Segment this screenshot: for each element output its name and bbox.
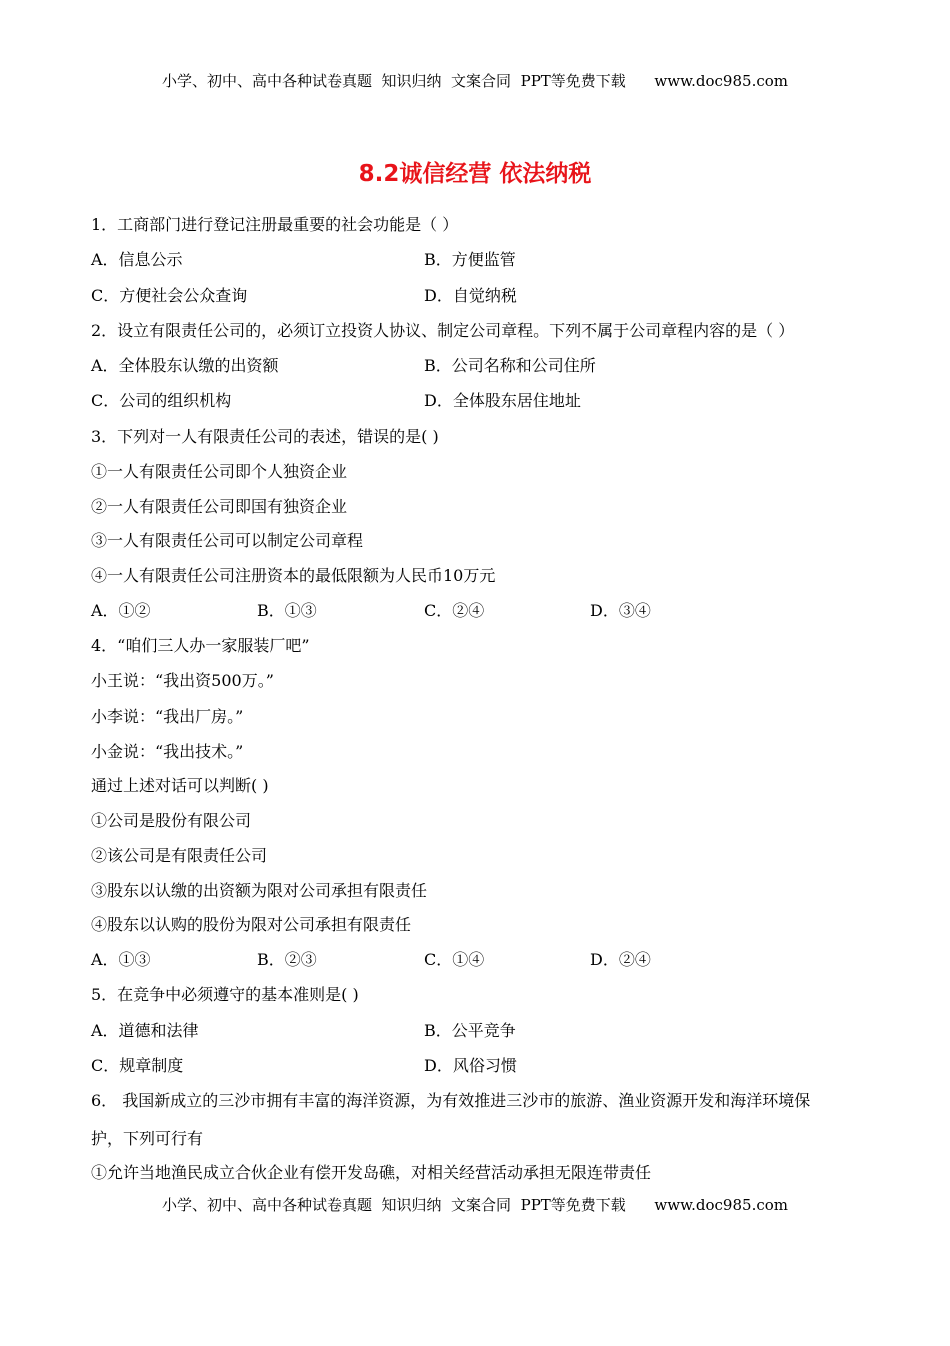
question-1-option-d: D．自觉纳税 (424, 286, 517, 305)
question-4-option-d: D．②④ (590, 950, 651, 969)
question-2-option-b: B．公司名称和公司住所 (424, 356, 596, 375)
question-3-option-a: A．①② (91, 601, 151, 620)
question-4-option-c: C．①④ (424, 950, 485, 969)
question-3-statement-2: ②一人有限责任公司即国有独资企业 (91, 497, 348, 516)
question-4-dialogue-3: 小金说：“我出技术。” (91, 742, 244, 761)
question-4-statement-3: ③股东以认缴的出资额为限对公司承担有限责任 (91, 881, 428, 900)
question-4-dialogue-1: 小王说：“我出资500万。” (91, 671, 274, 690)
question-4-option-a: A．①③ (91, 950, 151, 969)
question-1-option-b: B．方便监管 (424, 250, 516, 269)
question-3-option-c: C．②④ (424, 601, 485, 620)
question-4-option-b: B．②③ (257, 950, 317, 969)
page-header: 小学、初中、高中各种试卷真题 知识归纳 文案合同 PPT等免费下载 www.doc985.com (161, 72, 788, 90)
question-4-statement-4: ④股东以认购的股份为限对公司承担有限责任 (91, 915, 412, 934)
question-2-option-d: D．全体股东居住地址 (424, 391, 581, 410)
question-4-dialogue-2: 小李说：“我出厂房。” (91, 707, 244, 726)
question-6-statement-1: ①允许当地渔民成立合伙企业有偿开发岛礁，对相关经营活动承担无限连带责任 (91, 1163, 652, 1182)
question-5-option-a: A．道德和法律 (91, 1021, 199, 1040)
question-6-stem-line-2: 护，下列可行有 (91, 1129, 204, 1148)
question-5-option-d: D．风俗习惯 (424, 1056, 517, 1075)
page-title: 8.2诚信经营 依法纳税 (358, 161, 592, 187)
question-4-stem: 4．“咱们三人办一家服装厂吧” (91, 636, 310, 655)
question-3-option-b: B．①③ (257, 601, 317, 620)
question-2-option-c: C．公司的组织机构 (91, 391, 232, 410)
page-footer: 小学、初中、高中各种试卷真题 知识归纳 文案合同 PPT等免费下载 www.doc985.com (161, 1196, 788, 1214)
question-1-option-a: A．信息公示 (91, 250, 183, 269)
question-3-statement-1: ①一人有限责任公司即个人独资企业 (91, 462, 348, 481)
question-5-stem: 5．在竞争中必须遵守的基本准则是( ) (91, 985, 359, 1004)
question-3-stem: 3．下列对一人有限责任公司的表述，错误的是( ) (91, 427, 439, 446)
question-4-ask: 通过上述对话可以判断( ) (91, 776, 269, 795)
question-2-option-a: A．全体股东认缴的出资额 (91, 356, 279, 375)
question-1-option-c: C．方便社会公众查询 (91, 286, 248, 305)
question-2-stem: 2．设立有限责任公司的，必须订立投资人协议、制定公司章程。下列不属于公司章程内容的是（ ） (91, 321, 795, 340)
question-5-option-c: C．规章制度 (91, 1056, 184, 1075)
question-3-statement-4: ④一人有限责任公司注册资本的最低限额为人民币10万元 (91, 566, 496, 585)
question-3-statement-3: ③一人有限责任公司可以制定公司章程 (91, 531, 364, 550)
question-5-option-b: B．公平竞争 (424, 1021, 516, 1040)
question-6-stem-line-1: 6． 我国新成立的三沙市拥有丰富的海洋资源，为有效推进三沙市的旅游、渔业资源开发和海洋环境保 (91, 1091, 811, 1110)
question-4-statement-1: ①公司是股份有限公司 (91, 811, 252, 830)
question-1-stem: 1．工商部门进行登记注册最重要的社会功能是（ ） (91, 215, 459, 234)
question-3-option-d: D．③④ (590, 601, 651, 620)
question-4-statement-2: ②该公司是有限责任公司 (91, 846, 268, 865)
